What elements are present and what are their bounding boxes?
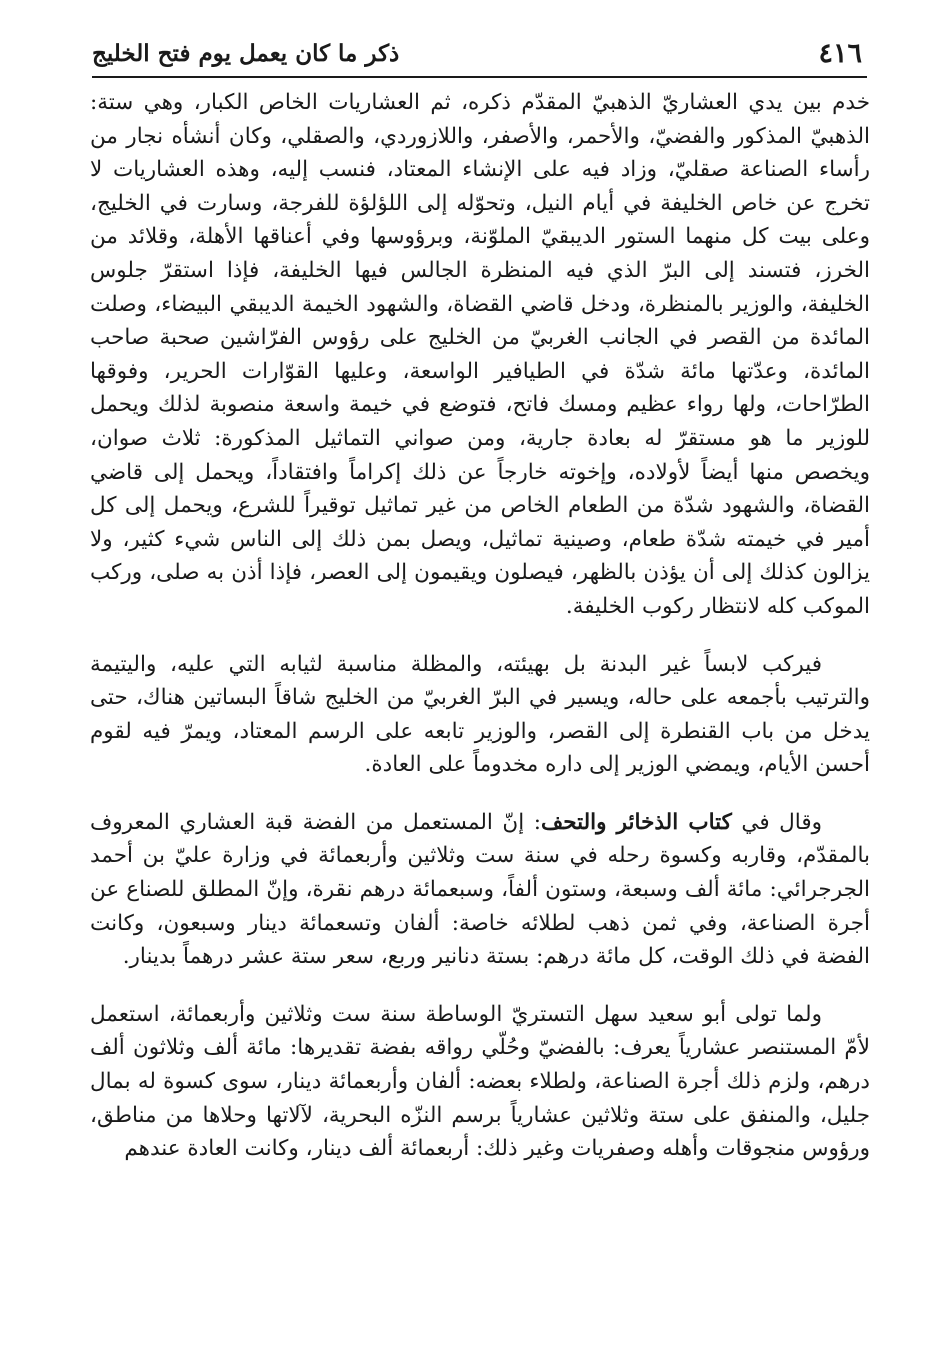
running-title: ذكر ما كان يعمل يوم فتح الخليج xyxy=(92,40,400,67)
main-text xyxy=(90,86,870,1166)
book-title-citation: كتاب الذخائر والتحف xyxy=(540,809,732,835)
paragraph-1-text: خدم بين يدي العشاريّ الذهبيّ المقدّم ذكره، ثم العشاريات الخاص الكبار، وهي ستة: الذهبيّ المذكور والفضيّ، والأحمر، والأصفر، واللازوردي، والصقلي، وكان أنشأه نجار من رأساء الصناعة صقليّ، وزاد فيه على الإنشاء المعتاد، فنسب إليه، وهذه العشاريات لا تخرج عن خاص الخليفة في أيام النيل، وتحوّله إلى اللؤلؤة للفرجة، وسارت في الخليج، وعلى بيت كل منهما الستور الديبقيّ الملوّنة، وبرؤوسها وفي أعناقها الأهلة، وقلائد من الخرز، فتسند إلى البرّ الذي فيه المنظرة الجالس فيها الخليفة، فإذا استقرّ جلوس الخليفة، والوزير بالمنظرة، ودخل قاضي القضاة، والشهود الخيمة الديبقي البيضاء، وصلت المائدة من القصر في الجانب الغربيّ من الخليج على رؤوس الفرّاشين صحبة صاحب المائدة، وعدّتها مائة شدّة في الطيافير الواسعة، وعليها القوّارات الحرير، وفوقها الطرّاحات، ولها رواء عظيم ومسك فاتح، فتوضع في خيمة واسعة منصوبة لذلك ويحمل للوزير ما هو مستقرّ له بعادة جارية، ومن صواني التماثيل المذكورة: ثلاث صوان، ويخصص منها أيضاً لأولاده، وإخوته خارجاً عن ذلك إكراماً وافتقاداً، ويحمل إلى قاضي القضاة، والشهود شدّة من الطعام الخاص من غير تماثيل توقيراً للشرع، ويحمل إلى كل أمير في خيمته شدّة طعام، وصينية تماثيل، ويصل بمن ذلك إلى الناس شيء كثير، ولا يزالون كذلك إلى أن يؤذن بالظهر، فيصلون ويقيمون إلى العصر، فإذا أذن به صلى، وركب الموكب كله لانتظار ركوب الخليفة. xyxy=(90,90,870,619)
paragraph-4 xyxy=(90,998,870,1166)
page-number: ٤١٦ xyxy=(818,38,862,69)
header-divider xyxy=(92,76,867,78)
paragraph-3-lead: وقال في xyxy=(731,809,823,835)
paragraph-4-text: ولما تولى أبو سعيد سهل التستريّ الوساطة سنة ست وثلاثين وأربعمائة، استعمل لأمّ المستنصر عشارياً يعرف: بالفضيّ وحُلّي رواقه بفضة تقديرها: مائة ألف وثلاثون ألف درهم، ولزم ذلك أجرة الصناعة، ولطلاء بعضه: ألفان وأربعمائة دينار، سوى كسوة له بمال جليل، والمنفق على ستة وثلاثين عشارياً برسم النزّه البحرية، لآلاتها وحلاها من مناطق، ورؤوس منجوقات وأهله وصفريات وغير ذلك: أربعمائة ألف دينار، وكانت العادة عندهم xyxy=(90,1001,870,1162)
paragraph-3 xyxy=(90,806,870,974)
paragraph-3-text: : إنّ المستعمل من الفضة قبة العشاري المعروف بالمقدّم، وقاربه وكسوة رحله في سنة ست وثلاثين وأربعمائة في وزارة عليّ بن أحمد الجرجرائي: مائة ألف وسبعة، وستون ألفاً، وسبعمائة درهم نقرة، وإنّ المطلق للصناع عن أجرة الصناعة، وفي ثمن ذهب لطلائه خاصة: ألفان وتسعمائة دينار وسبعون، وكانت الفضة في ذلك الوقت، كل مائة درهم: بستة دنانير وربع، سعر ستة عشر درهماً بدينار. xyxy=(90,809,870,970)
paragraph-1 xyxy=(90,86,870,624)
page-header xyxy=(92,34,872,74)
paragraph-2 xyxy=(90,648,870,782)
paragraph-2-text: فيركب لابساً غير البدنة بل بهيئته، والمظلة مناسبة لثيابه التي عليه، واليتيمة والترتيب بأجمعه على حاله، ويسير في البرّ الغربيّ من الخليج شاقاً البساتين هناك، حتى يدخل من باب القنطرة إلى القصر، والوزير تابعه على الرسم المعتاد، ويمرّ فيه لقوم أحسن الأيام، ويمضي الوزير إلى داره مخدوماً على العادة. xyxy=(90,651,870,778)
